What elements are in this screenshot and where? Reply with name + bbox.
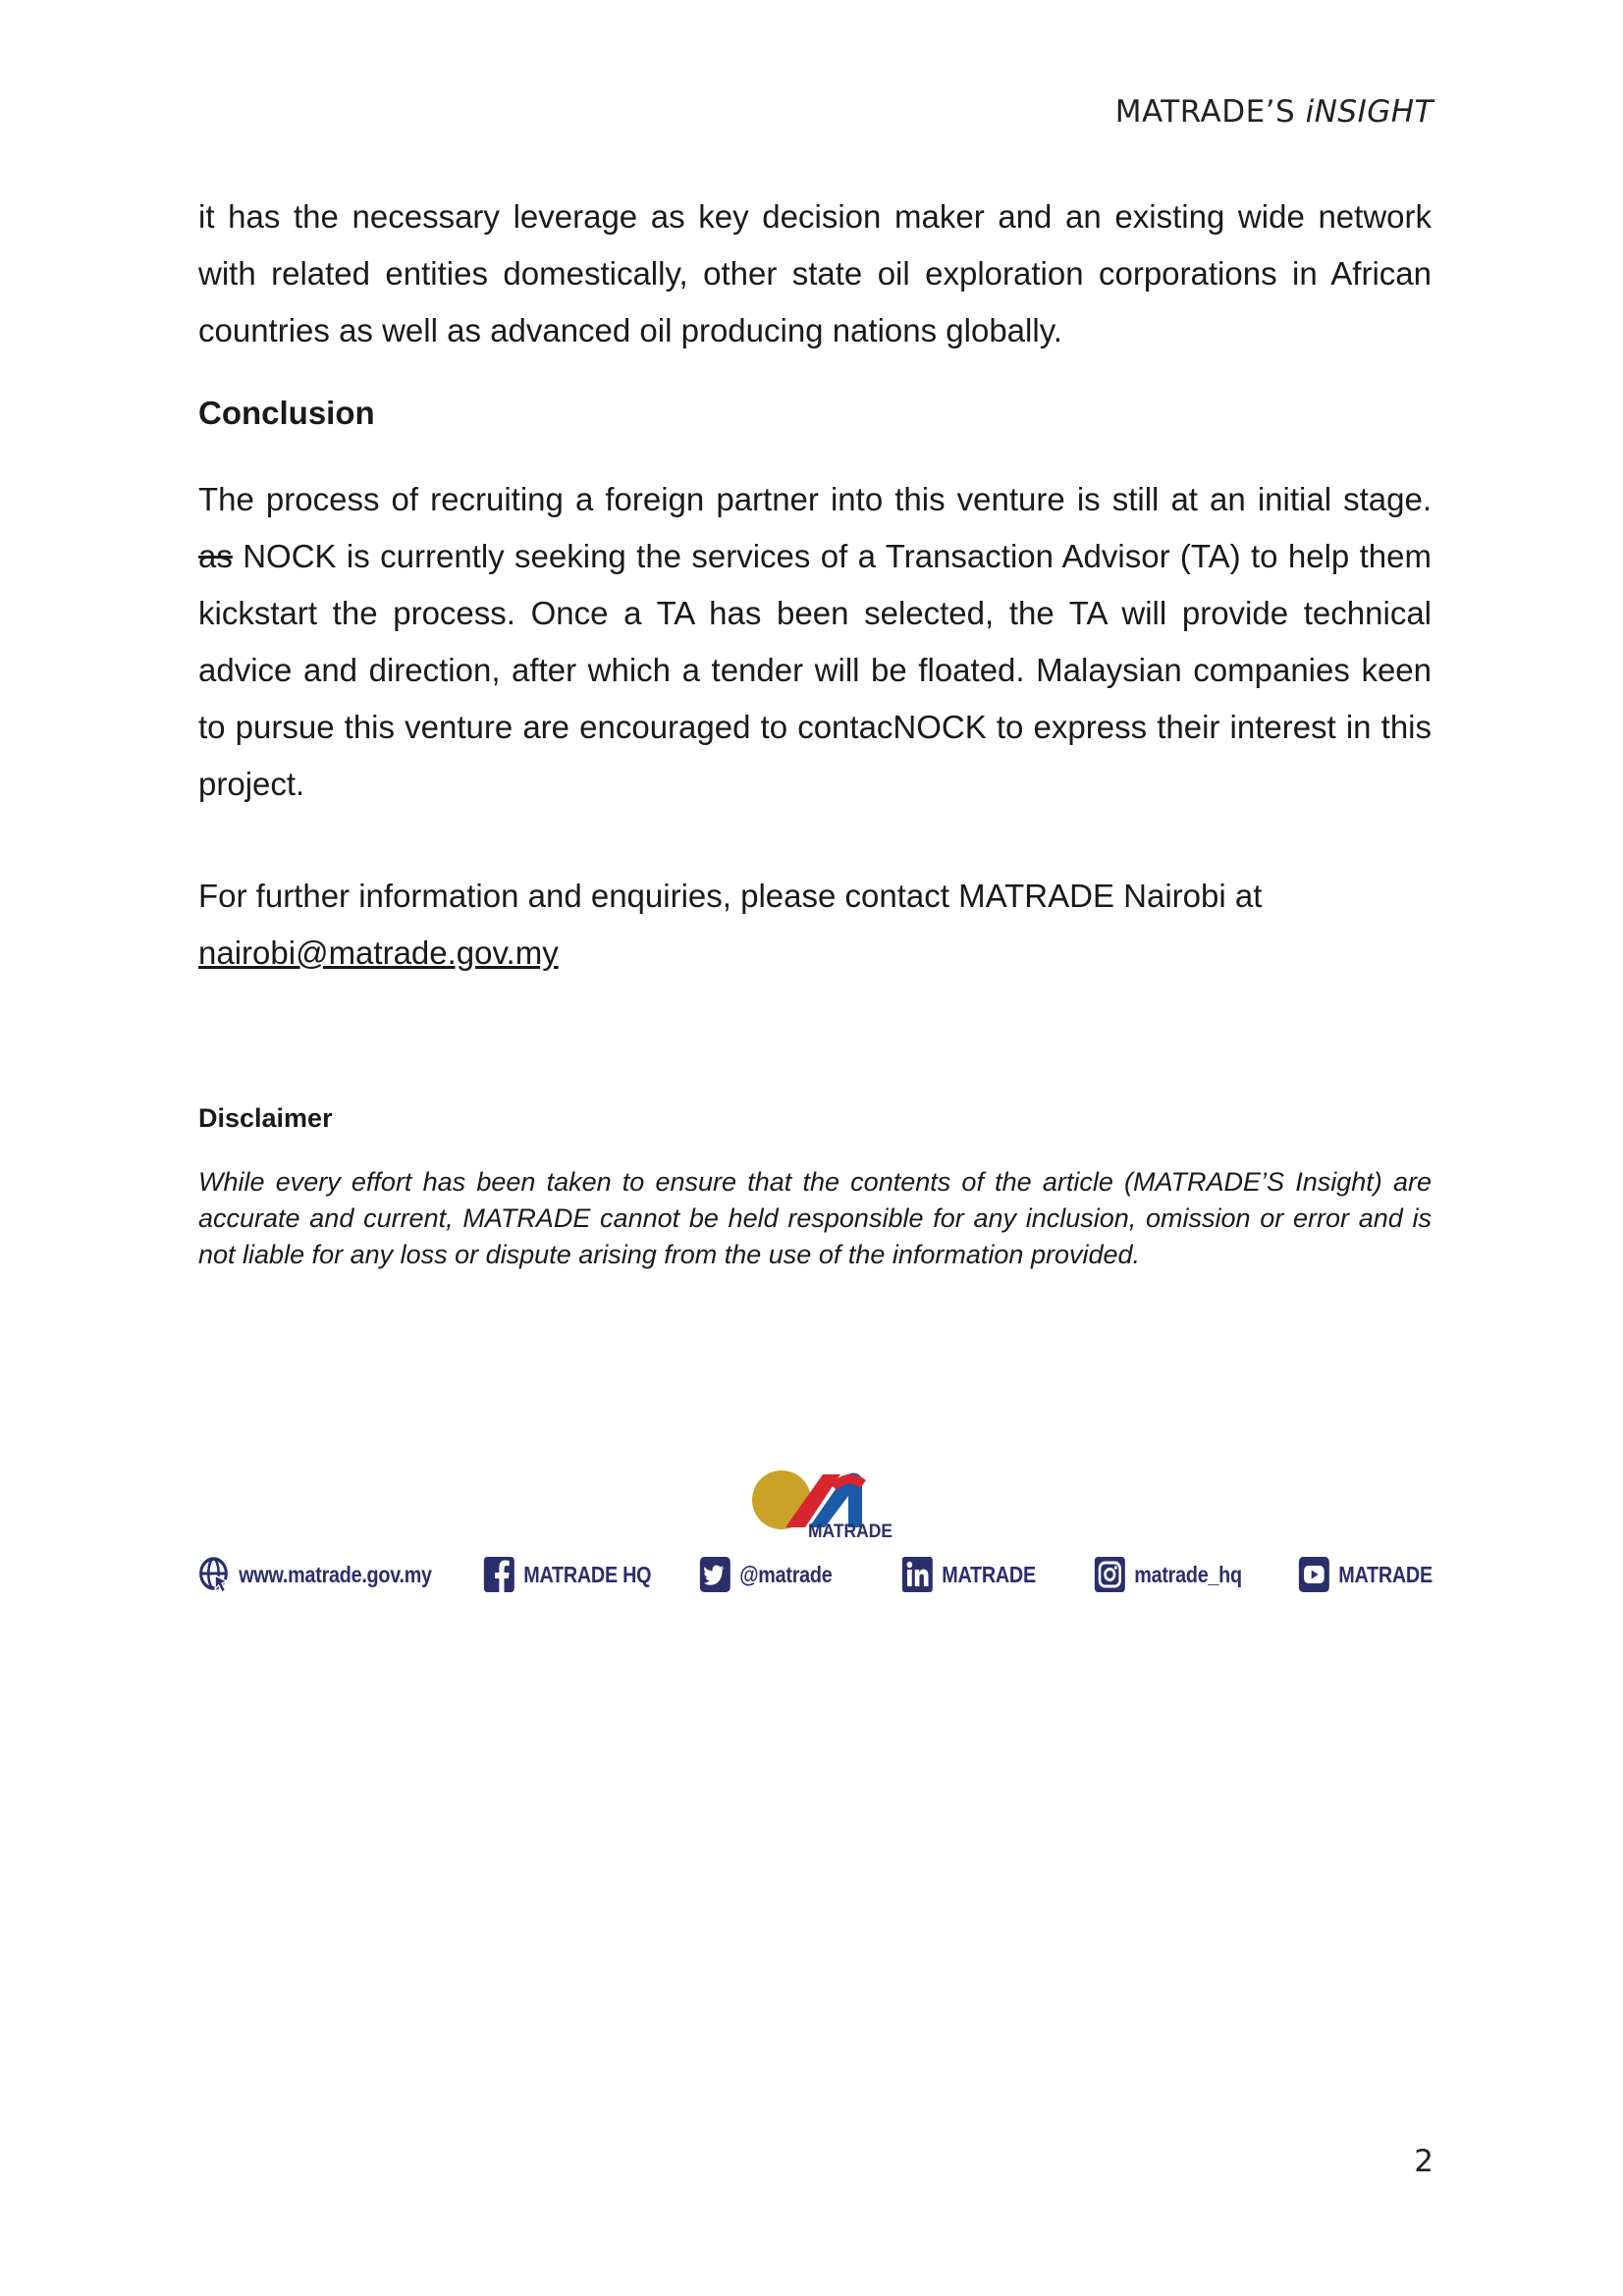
conclusion-heading: Conclusion [198,395,375,431]
social-bar [198,1553,1437,1596]
facebook-label: MATRADE HQ [523,1561,652,1587]
social-twitter[interactable] [699,1553,832,1596]
disclaimer-text: While every effort has been taken to ensure that the contents of the article (MATRADE’S Insight) are accurate and current, MATRADE cannot be held responsible for any inclusion, omission or error and is not liable for any loss or dispute arising from the use of the information provided. [198,1167,1432,1269]
conclusion-lead: The process of recruiting a foreign partner into this venture is still at an initial stage. [198,481,1432,517]
running-header [1115,94,1434,130]
linkedin-icon [901,1556,934,1593]
globe-cursor-icon [198,1556,231,1593]
linkedin-label: MATRADE [942,1561,1036,1587]
matrade-logo [746,1467,893,1539]
instagram-label: matrade_hq [1134,1561,1242,1587]
website-label: www.matrade.gov.my [239,1561,432,1587]
intro-paragraph: it has the necessary leverage as key decision maker and an existing wide network with related entities domestically, other state oil exploration corporations in African countries as well as advanced oil producing nations globally. [198,198,1432,348]
contact-email-link[interactable]: nairobi@matrade.gov.my [198,934,559,971]
youtube-icon [1298,1556,1330,1593]
logo-text: MATRADE [808,1522,893,1539]
social-facebook[interactable] [483,1553,651,1596]
contact-paragraph [198,868,1432,982]
social-linkedin[interactable] [901,1553,1036,1596]
contact-text: For further information and enquiries, please contact MATRADE Nairobi at [198,878,1263,914]
facebook-icon [483,1556,515,1593]
social-website[interactable] [198,1553,432,1596]
twitter-label: @matrade [739,1561,833,1587]
struck-word: as [198,538,233,574]
conclusion-paragraph [198,471,1432,813]
header-italic: iNSIGHT [1305,94,1434,130]
instagram-icon [1094,1556,1126,1593]
youtube-label: MATRADE [1338,1561,1433,1587]
disclaimer-heading: Disclaimer [198,1103,333,1133]
social-instagram[interactable] [1094,1553,1242,1596]
social-youtube[interactable] [1298,1553,1433,1596]
twitter-icon [699,1556,731,1593]
header-prefix: MATRADE’S [1114,94,1306,130]
page-number: 2 [1414,2144,1434,2179]
conclusion-body: NOCK is currently seeking the services of a Transaction Advisor (TA) to help them kickstart the process. Once a TA has been selected, the TA will provide technical advice and direction, after which a tender will be floated. Malaysian companies keen to pursue this venture are encouraged to contacNOCK to express their interest in this project. [198,538,1432,802]
